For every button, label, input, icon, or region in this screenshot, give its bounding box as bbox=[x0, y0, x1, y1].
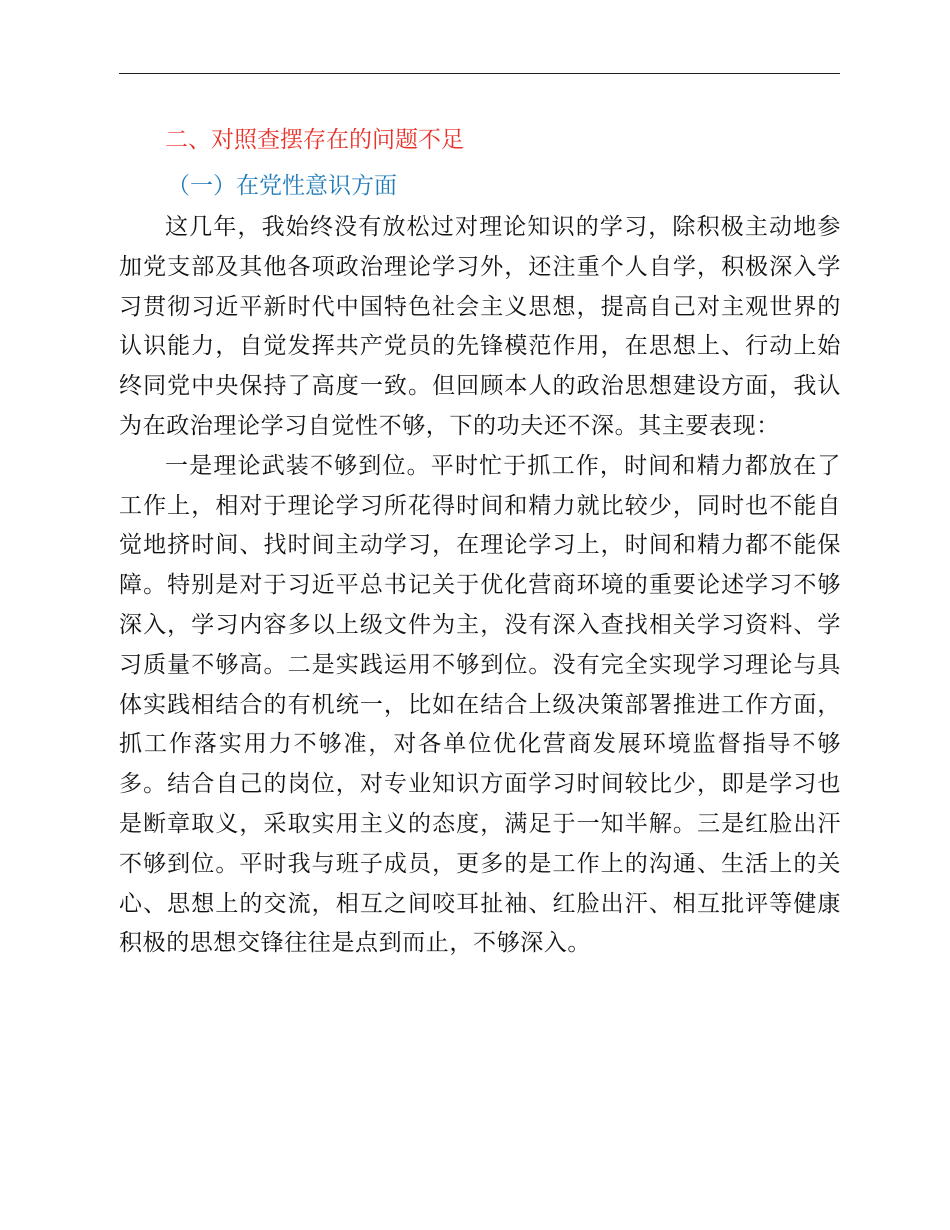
section-heading: 二、对照查摆存在的问题不足 bbox=[165, 127, 464, 153]
paragraph-intro: 这几年，我始终没有放松过对理论知识的学习，除积极主动地参加党支部及其他各项政治理论学习外，还注重个人自学，积极深入学习贯彻习近平新时代中国特色社会主义思想，提高自己对主观世界的认识能力，自觉发挥共产党员的先锋模范作用，在思想上、行动上始终同党中央保持了高度一致。但回顾本人的政治思想建设方面，我认为在政治理论学习自觉性不够，下的功夫还不深。其主要表现： bbox=[119, 214, 841, 439]
subsection-heading: （一）在党性意识方面 bbox=[167, 173, 397, 199]
header-rule bbox=[119, 73, 840, 74]
paragraph-details: 一是理论武装不够到位。平时忙于抓工作，时间和精力都放在了工作上，相对于理论学习所花得时间和精力就比较少，同时也不能自觉地挤时间、找时间主动学习，在理论学习上，时间和精力都不能保障。特别是对于习近平总书记关于优化营商环境的重要论述学习不够深入，学习内容多以上级文件为主，没有深入查找相关学习资料、学习质量不够高。二是实践运用不够到位。没有完全实现学习理论与具体实践相结合的有机统一，比如在结合上级决策部署推进工作方面，抓工作落实用力不够准，对各单位优化营商发展环境监督指导不够多。结合自己的岗位，对专业知识方面学习时间较比少，即是学习也是断章取义，采取实用主义的态度，满足于一知半解。三是红脸出汗不够到位。平时我与班子成员，更多的是工作上的沟通、生活上的关心、思想上的交流，相互之间咬耳扯袖、红脸出汗、相互批评等健康积极的思想交锋往往是点到而止，不够深入。 bbox=[119, 452, 841, 957]
document-body bbox=[119, 118, 841, 964]
